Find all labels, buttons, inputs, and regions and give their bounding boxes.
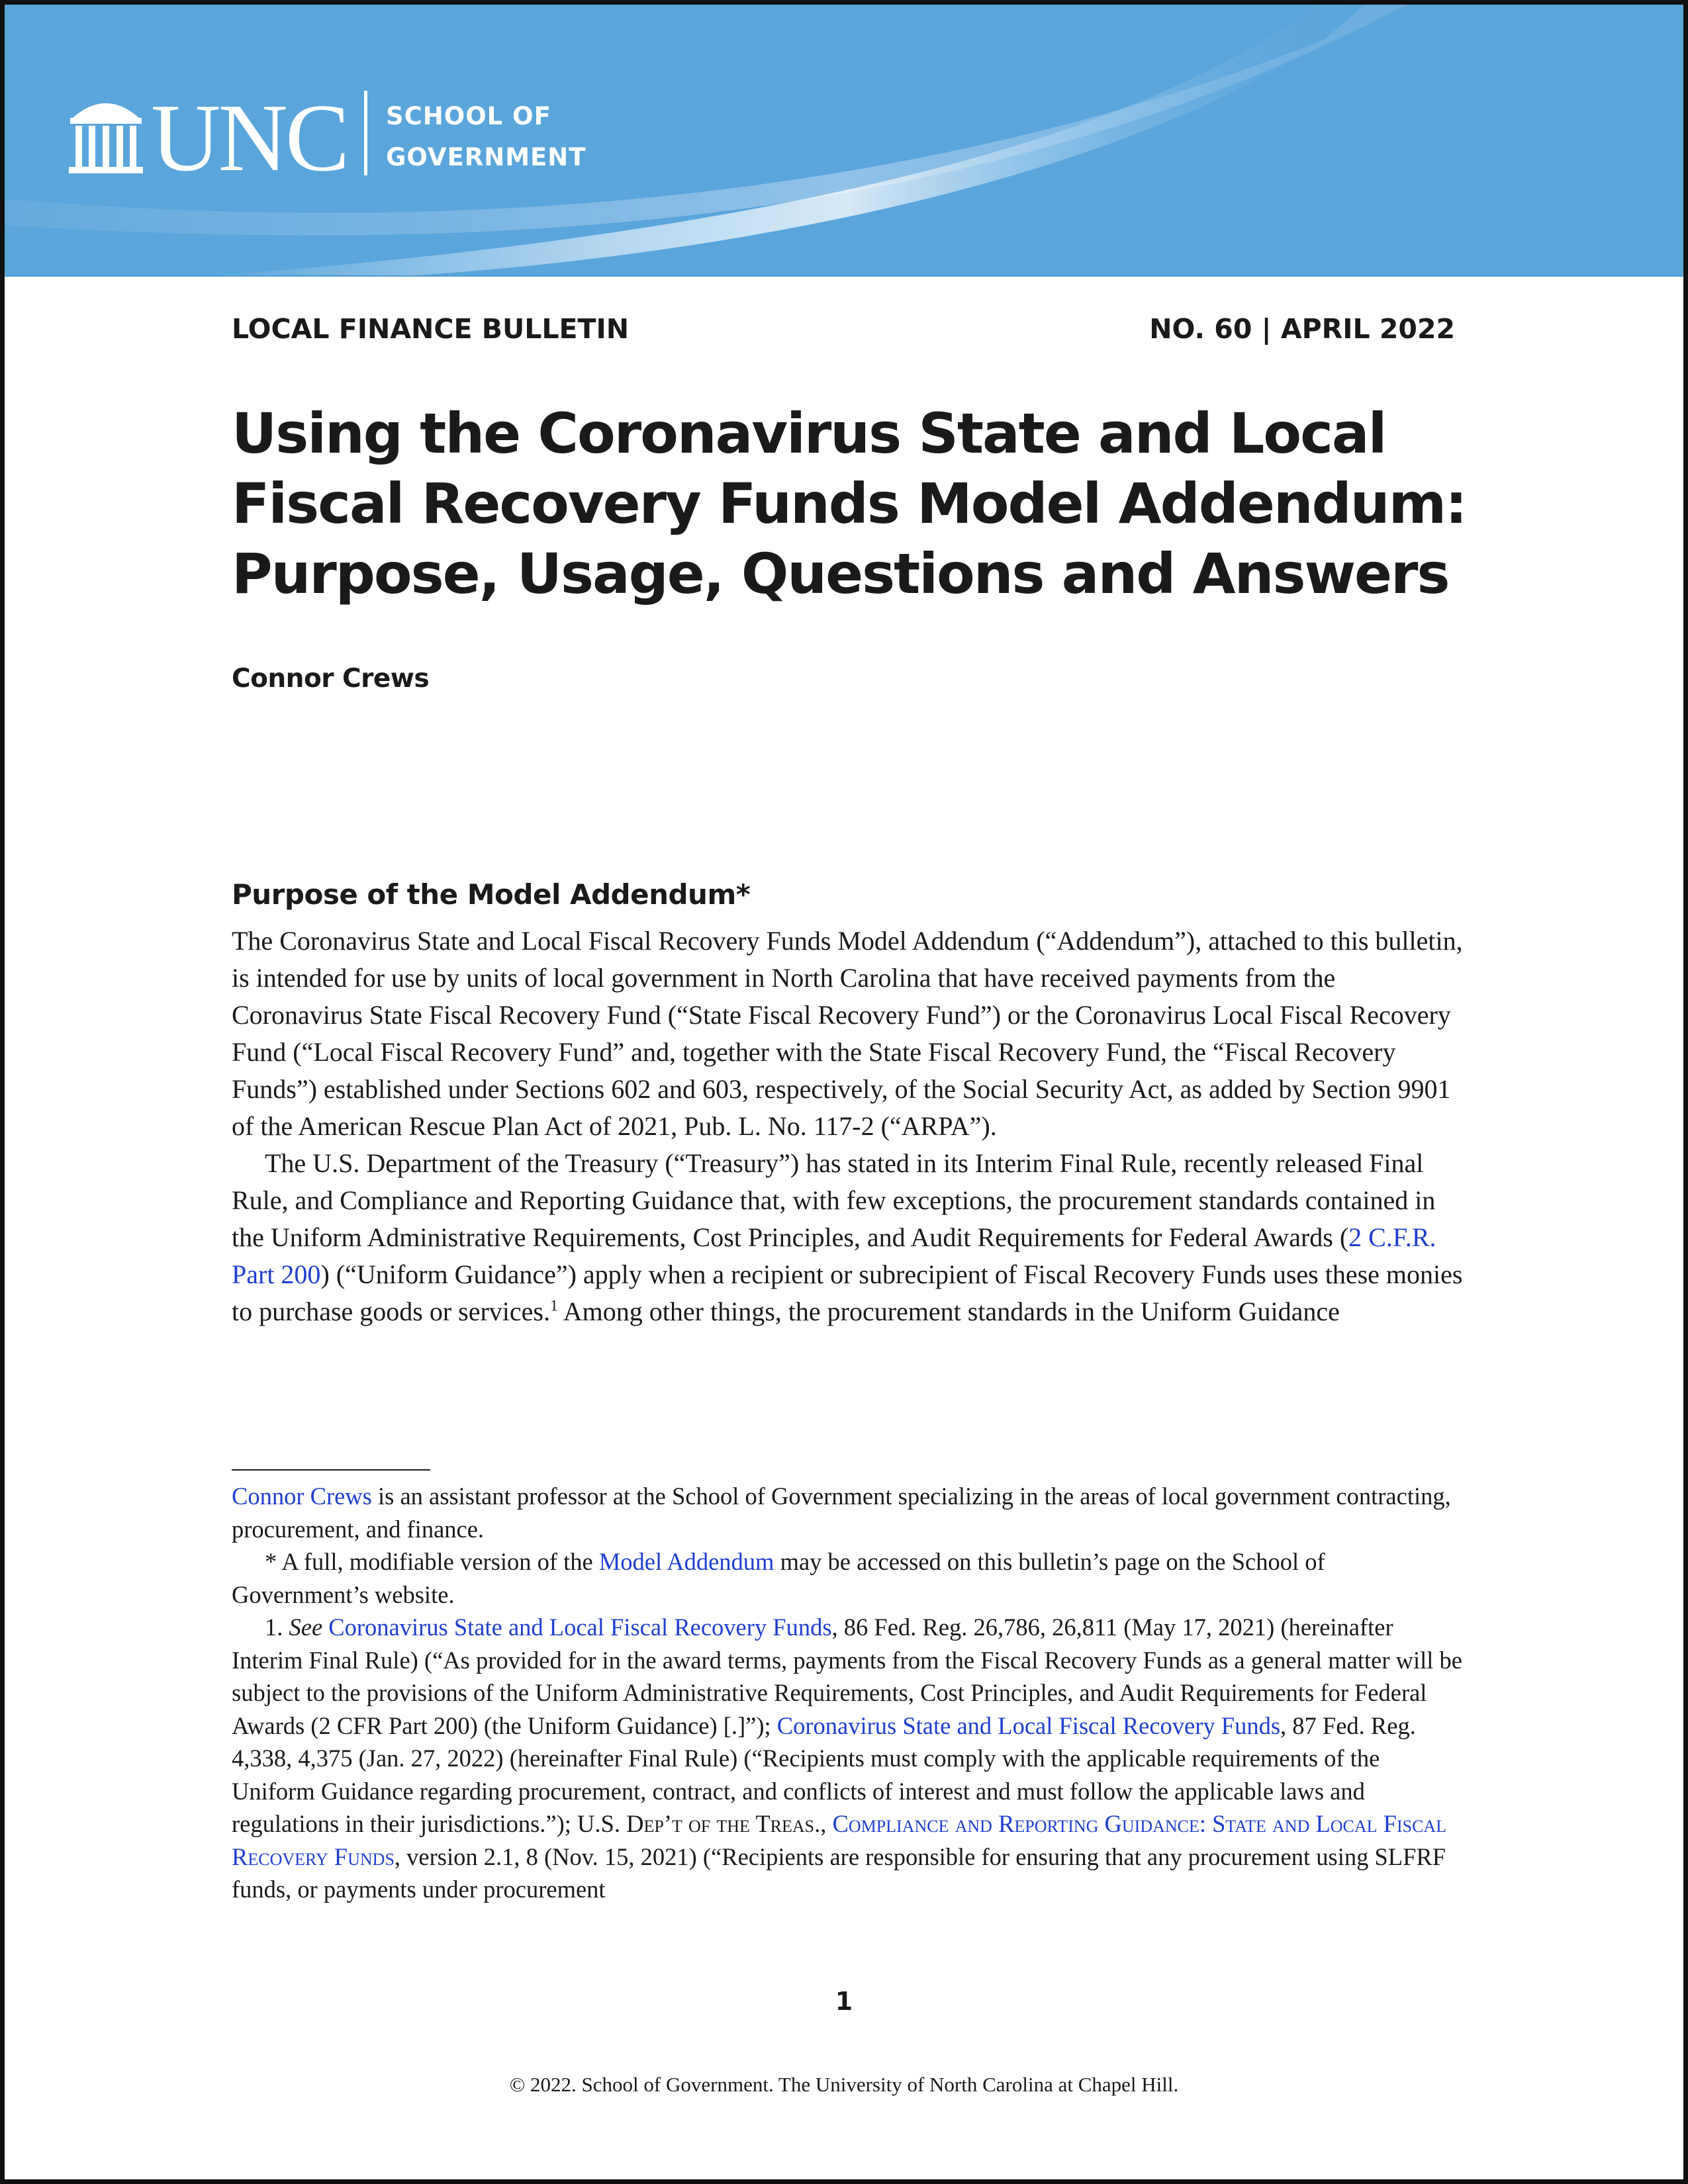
footnote-1-see: See <box>289 1614 323 1641</box>
footnote-1-text-a: , 86 Fed. Reg. 26,786, 26,811 (May 17, 2021) (hereinafter Interim Final Rule) (“As provided for in the award terms, payments from the Fiscal Recovery Funds as a general matter will be subject to the provisions of the Uniform Administrative Requirements, Cost Principles, and Audit Requirements for Federal Awards (2 CFR Part 200) (the Uniform Guidance) [.]”); <box>232 1614 1462 1739</box>
title-line-1: Using the Coronavirus State and Local <box>232 401 1386 466</box>
final-rule-link[interactable]: Coronavirus State and Local Fiscal Recovery Funds <box>776 1711 1281 1739</box>
paragraph-2 <box>232 1145 1463 1330</box>
old-well-icon <box>66 93 146 179</box>
bulletin-series: LOCAL FINANCE BULLETIN <box>232 313 630 345</box>
footnote-author <box>232 1480 1463 1545</box>
footnote-divider <box>232 1469 430 1471</box>
footnote-1-number: 1. <box>265 1614 289 1641</box>
compliance-guidance-link[interactable]: Compliance and Reporting Guidance: State and Local Fiscal Recovery Funds <box>232 1810 1447 1870</box>
bulletin-issue: NO. 60 | APRIL 2022 <box>1149 313 1455 345</box>
paragraph-2-text-b: ) (“Uniform Guidance”) apply when a recipient or subrecipient of Fiscal Recovery Funds uses these monies to purchase goods or services. <box>232 1259 1463 1326</box>
footnote-1-text-b: , 87 Fed. Reg. 4,338, 4,375 (Jan. 27, 2022) (hereinafter Final Rule) (“Recipients must comply with the applicable requirements of the Uniform Guidance regarding procurement, contract, and conflicts of interest and must follow the applicable laws and regulations in their jurisdictions.”); U.S. <box>232 1711 1416 1837</box>
title-line-3: Purpose, Usage, Questions and Answers <box>232 541 1449 606</box>
author-name: Connor Crews <box>232 664 430 694</box>
footnote-1-text-c: , version 2.1, 8 (Nov. 15, 2021) (“Recipients are responsible for ensuring that any procurement using SLFRF funds, or payments under procurement <box>232 1843 1446 1903</box>
footnote-1-comma: , <box>820 1810 833 1837</box>
page-title <box>232 398 1489 609</box>
logo-org-line2: GOVERNMENT <box>386 143 586 171</box>
unc-logo[interactable] <box>66 84 662 191</box>
header-banner <box>0 0 1688 277</box>
footnote-star-text-a: * A full, modifiable version of the <box>265 1548 599 1575</box>
paragraph-2-text-a: The U.S. Department of the Treasury (“Treasury”) has stated in its Interim Final Rule, recently released Final Rule, and Compliance and Reporting Guidance that, with few exceptions, the procurement standards contained in the Uniform Administrative Requirements, Cost Principles, and Audit Requirements for Federal Awards ( <box>232 1148 1436 1252</box>
footnote-star-text-b: may be accessed on this bulletin’s page on the School of Government’s website. <box>232 1548 1325 1608</box>
footnote-1-dept: Dep’t of the Treas. <box>626 1810 821 1837</box>
footnote-author-text: is an assistant professor at the School of Government specializing in the areas of local government contracting, procurement, and finance. <box>232 1482 1451 1543</box>
footnotes <box>232 1480 1463 1906</box>
page-number: 1 <box>835 1987 853 2016</box>
section-heading: Purpose of the Model Addendum* <box>232 878 751 911</box>
logo-org-line1: SCHOOL OF <box>386 102 551 130</box>
footnote-star <box>232 1545 1463 1611</box>
footnote-ref-1[interactable]: 1 <box>549 1297 558 1315</box>
footnote-1 <box>232 1611 1463 1906</box>
title-line-2: Fiscal Recovery Funds Model Addendum: <box>232 471 1466 536</box>
logo-unc-text: UNC <box>151 84 348 191</box>
model-addendum-link[interactable]: Model Addendum <box>598 1548 774 1575</box>
logo-divider <box>364 91 367 175</box>
interim-final-rule-link[interactable]: Coronavirus State and Local Fiscal Recovery Funds <box>328 1614 832 1641</box>
author-link[interactable]: Connor Crews <box>232 1482 372 1510</box>
body-text <box>232 923 1463 1330</box>
logo-school-of-government <box>386 96 586 178</box>
cfr-link[interactable]: 2 C.F.R. Part 200 <box>232 1222 1436 1289</box>
paragraph-1: The Coronavirus State and Local Fiscal Recovery Funds Model Addendum (“Addendum”), attached to this bulletin, is intended for use by units of local government in North Carolina that have received payments from the Coronavirus State Fiscal Recovery Fund (“State Fiscal Recovery Fund”) or the Coronavirus Local Fiscal Recovery Fund (“Local Fiscal Recovery Fund” and, together with the State Fiscal Recovery Fund, the “Fiscal Recovery Funds”) established under Sections 602 and 603, respectively, of the Social Security Act, as added by Section 9901 of the American Rescue Plan Act of 2021, Pub. L. No. 117-2 (“ARPA”). <box>232 926 1463 1141</box>
paragraph-2-text-c: Among other things, the procurement standards in the Uniform Guidance <box>557 1297 1340 1326</box>
copyright-notice: © 2022. School of Government. The University of North Carolina at Chapel Hill. <box>509 2073 1179 2096</box>
